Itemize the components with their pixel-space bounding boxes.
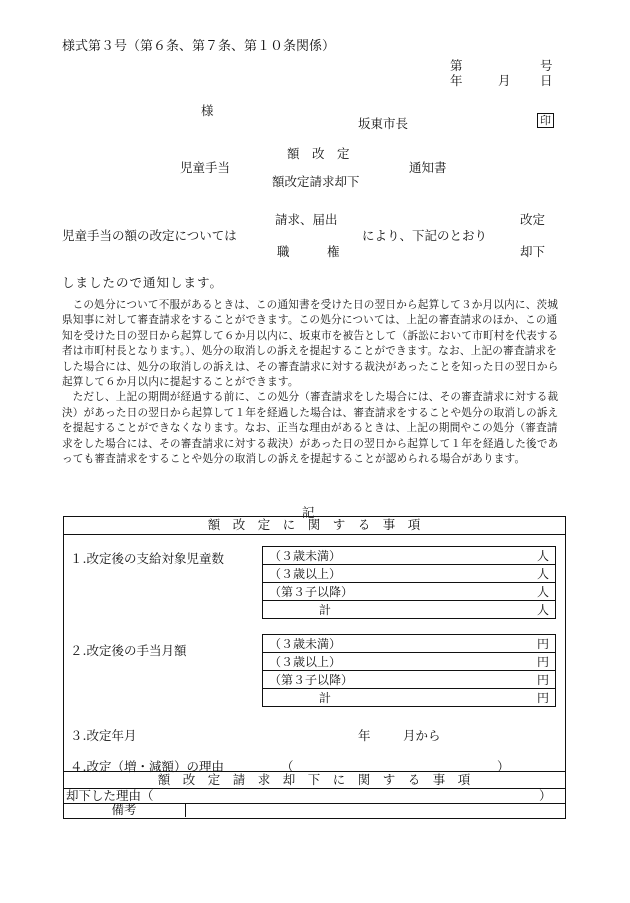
row-unit: 人 bbox=[529, 583, 555, 601]
rejection-reason-label: 却下した理由（ bbox=[66, 788, 154, 803]
notice-text bbox=[62, 298, 565, 467]
row-unit: 人 bbox=[529, 547, 555, 565]
table-row bbox=[263, 565, 556, 583]
date-day: 日 bbox=[540, 73, 553, 88]
number-suffix: 号 bbox=[540, 58, 553, 73]
body-lead: 児童手当の額の改定については bbox=[62, 228, 237, 243]
table-row bbox=[263, 547, 556, 565]
section2-header bbox=[63, 771, 565, 789]
rejection-reason-close: ） bbox=[539, 788, 552, 803]
body-middle: により、下記のとおり bbox=[362, 228, 488, 243]
section2-header-text: 額 改 定 請 求 却 下 に 関 す る 事 項 bbox=[157, 772, 471, 787]
row-label: （第３子以降） bbox=[263, 583, 530, 601]
item3-year: 年 bbox=[358, 728, 371, 743]
seal-stamp: 印 bbox=[537, 113, 554, 128]
number-prefix: 第 bbox=[450, 58, 463, 73]
table-row bbox=[263, 583, 556, 601]
row-unit: 円 bbox=[529, 635, 555, 653]
choice-upper: 請求、届出 bbox=[275, 212, 338, 227]
addressee-suffix: 様 bbox=[201, 103, 214, 118]
row-unit: 円 bbox=[529, 653, 555, 671]
table-row bbox=[263, 671, 556, 689]
table-row bbox=[263, 653, 556, 671]
form-title: 様式第３号（第６条、第７条、第１０条関係） bbox=[62, 39, 336, 54]
item2-label: ２.改定後の手当月額 bbox=[70, 643, 187, 658]
row-label: 計 bbox=[263, 689, 530, 707]
section1-header-text: 額 改 定 に 関 す る 事 項 bbox=[207, 517, 421, 532]
notice-paragraph: この処分について不服があるときは、この通知書を受けた日の翌日から起算して３か月以内に、茨城県知事に対して審査請求をすることができます。この処分については、上記の審査請求のほか、この通知を受けた日の翌日から起算して６か月以内に、坂東市を被告として（訴訟において市町村を代表する者は市町村長となります。）、処分の取消しの訴えを提起することができます。なお、上記の審査請求をした場合には、処分の取消しの訴えは、その審査請求に対する裁決があったことを知った日の翌日から起算して６か月以内に提起することができます。 bbox=[62, 299, 559, 389]
row-label: 計 bbox=[263, 601, 530, 619]
row-label: （３歳以上） bbox=[263, 565, 530, 583]
row-unit: 円 bbox=[529, 671, 555, 689]
section1-header bbox=[63, 516, 565, 535]
row-label: （３歳未満） bbox=[263, 547, 530, 565]
table-row bbox=[263, 635, 556, 653]
title-bottom: 額改定請求却下 bbox=[272, 174, 360, 189]
result-upper: 改定 bbox=[520, 212, 546, 227]
issuer-name: 坂東市長 bbox=[358, 116, 409, 131]
title-right: 通知書 bbox=[409, 160, 447, 175]
row-unit: 円 bbox=[529, 689, 555, 707]
item1-table bbox=[262, 546, 556, 619]
body-closing: しましたので通知します。 bbox=[62, 275, 224, 290]
item4-open-paren: （ bbox=[281, 759, 294, 774]
title-left: 児童手当 bbox=[180, 160, 231, 175]
row-label: （第３子以降） bbox=[263, 671, 530, 689]
row-unit: 人 bbox=[529, 601, 555, 619]
item1-label: １.改定後の支給対象児童数 bbox=[70, 551, 224, 566]
ki-marker: 記 bbox=[302, 505, 315, 520]
remarks-cell bbox=[63, 803, 186, 817]
table-row bbox=[263, 601, 556, 619]
item4-label: ４.改定（増・減額）の理由 bbox=[70, 759, 224, 774]
date-month: 月 bbox=[498, 73, 511, 88]
row-label: （３歳以上） bbox=[263, 653, 530, 671]
row-unit: 人 bbox=[529, 565, 555, 583]
item2-table bbox=[262, 634, 556, 707]
date-year: 年 bbox=[450, 73, 463, 88]
title-top: 額 改 定 bbox=[287, 146, 350, 161]
item3-month: 月から bbox=[403, 728, 441, 743]
choice-lower: 職 権 bbox=[277, 244, 340, 259]
row-label: （３歳未満） bbox=[263, 635, 530, 653]
remarks-label: 備考 bbox=[111, 802, 137, 817]
table-row bbox=[263, 689, 556, 707]
notice-paragraph: ただし、上記の期間が経過する前に、この処分（審査請求をした場合には、その審査請求に対する裁決）があった日の翌日から起算して１年を経過した場合は、審査請求をすることや処分の取消しの訴えを提起することができなくなります。なお、正当な理由があるときは、上記の期間やこの処分（審査請求をした場合には、その審査請求に対する裁決）があった日の翌日から起算して１年を経過した後であっても審査請求をすることや処分の取消しの訴えを提起することが認められる場合があります。 bbox=[62, 391, 559, 466]
item3-label: ３.改定年月 bbox=[70, 728, 137, 743]
item4-close-paren: ） bbox=[497, 759, 510, 774]
result-lower: 却下 bbox=[520, 244, 546, 259]
